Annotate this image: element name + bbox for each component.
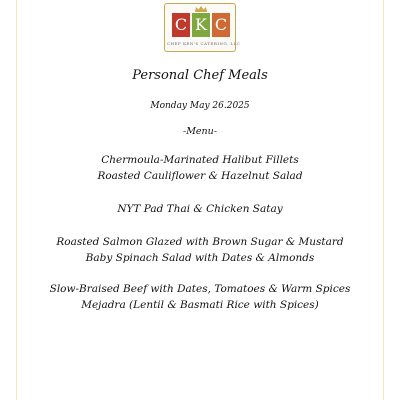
course-1 bbox=[20, 152, 380, 184]
course-2 bbox=[20, 201, 380, 217]
course-4 bbox=[20, 281, 380, 313]
logo-letters bbox=[172, 13, 230, 37]
page-edge-right bbox=[383, 0, 384, 400]
course-3 bbox=[20, 234, 380, 266]
dish-item: Chermoula-Marinated Halibut Fillets bbox=[101, 154, 299, 166]
logo-letter-c-orange: C bbox=[212, 13, 230, 37]
logo-letter-k-green: K bbox=[192, 13, 210, 37]
dish-item: NYT Pad Thai & Chicken Satay bbox=[117, 203, 283, 215]
logo-letter-c-red: C bbox=[172, 13, 190, 37]
dish-item: Roasted Salmon Glazed with Brown Sugar & Mustard bbox=[56, 236, 344, 248]
menu-date: Monday May 26.2025 bbox=[150, 101, 250, 111]
menu-heading: -Menu- bbox=[182, 126, 217, 137]
logo-tagline: CHEF KEN'S CATERING, LLC bbox=[167, 41, 241, 46]
dish-item: Baby Spinach Salad with Dates & Almonds bbox=[85, 252, 315, 264]
dish-item: Slow-Braised Beef with Dates, Tomatoes & Warm Spices bbox=[49, 283, 351, 295]
page-title: Personal Chef Meals bbox=[132, 68, 268, 83]
crown-icon bbox=[195, 6, 207, 12]
page-edge-left bbox=[16, 0, 17, 400]
dish-item: Mejadra (Lentil & Basmati Rice with Spices) bbox=[81, 299, 319, 311]
company-logo bbox=[164, 3, 241, 52]
dish-item: Roasted Cauliflower & Hazelnut Salad bbox=[97, 170, 303, 182]
